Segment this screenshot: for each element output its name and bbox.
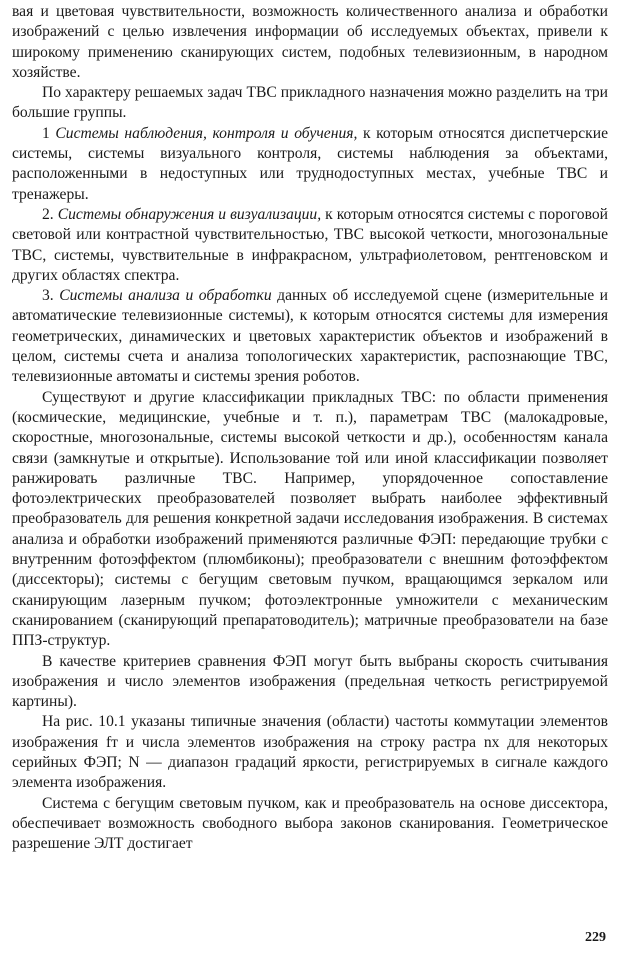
group-2-text: к которым относятся системы с пороговой световой или контрастной чувствительностью, ТВС высокой четкости, многозональные ТВС, системы, чувствительные в инфракрасном, ультрафиолетовом, рентгеновском и других областях спектра. — [12, 205, 608, 284]
paragraph-scanning-systems: Система с бегущим световым пучком, как и преобразователь на основе диссектора, обеспечивает возможность свободного выбора законов сканирования. Геометрическое разрешение ЭЛТ достигает — [12, 794, 608, 853]
group-1-number: 1 — [42, 124, 56, 142]
page-number: 229 — [585, 930, 606, 945]
paragraph-groups-intro: По характеру решаемых задач ТВС прикладного назначения можно разделить на три большие группы. — [12, 84, 608, 122]
paragraph-group-3 — [12, 286, 608, 387]
paragraph-continuation: вая и цветовая чувствительности, возможность количественного анализа и обработки изображений с целью извлечения информации об исследуемых объектах, привели к широкому применению сканирующих систем, подобных телевизионным, в народном хозяйстве. — [12, 3, 608, 81]
paragraph-group-1 — [12, 124, 608, 205]
group-3-text: данных об исследуемой сцене (измерительные и автоматические телевизионные системы), к которым относятся системы для измерения геометрических, динамических и цветовых характеристик объектов и изображений в целом, системы счета и анализа топологических характеристик, распознающие ТВС, телевизионные автоматы и системы зрения роботов. — [12, 287, 608, 386]
paragraph-criteria: В качестве критериев сравнения ФЭП могут быть выбраны скорость считывания изображения и число элементов изображения (предельная четкость регистрируемой картины). — [12, 652, 608, 711]
paragraph-figure-reference: На рис. 10.1 указаны типичные значения (области) частоты коммутации элементов изображения fт и числа элементов изображения на строку растра nх для некоторых серийных ФЭП; N — диапазон градаций яркости, регистрируемых в сигнале каждого элемента изображения. — [12, 713, 608, 792]
group-2-number: 2. — [42, 205, 58, 223]
group-1-title: Системы наблюдения, контроля и обучения, — [55, 124, 358, 142]
group-3-title: Системы анализа и обработки — [59, 287, 272, 305]
group-2-title: Системы обнаружения и визуализации, — [57, 205, 322, 223]
group-3-number: 3. — [42, 287, 60, 305]
paragraph-group-2 — [12, 205, 608, 286]
group-1-text: к которым относятся диспетчерские системы, системы визуального контроля, системы наблюдения за объектами, расположенными в недоступных или труднодоступных местах, учебные ТВС и тренажеры. — [12, 124, 608, 203]
paragraph-classifications: Существуют и другие классификации прикладных ТВС: по области применения (космические, медицинские, учебные и т. п.), параметрам ТВС (малокадровые, скоростные, многозональные, системы высокой четкости и др.), особенностям канала связи (замкнутые и открытые). Использование той или иной классификации позволяет ранжировать различные ТВС. Например, упорядоченное сопоставление фотоэлектрических преобразователей позволяет выбрать наиболее эффективный преобразователь для решения конкретной задачи исследования изображения. В системах анализа и обработки изображений применяются различные ФЭП: передающие трубки с внутренним фотоэффектом (плюмбиконы); преобразователи с внешним фотоэффектом (диссекторы); системы с бегущим световым пучком, вращающимся зеркалом или сканирующим лазерным пучком; фотоэлектронные умножители с механическим сканированием (сканирующий препаратоводитель); матричные преобразователи на базе ППЗ-структур. — [12, 388, 608, 650]
